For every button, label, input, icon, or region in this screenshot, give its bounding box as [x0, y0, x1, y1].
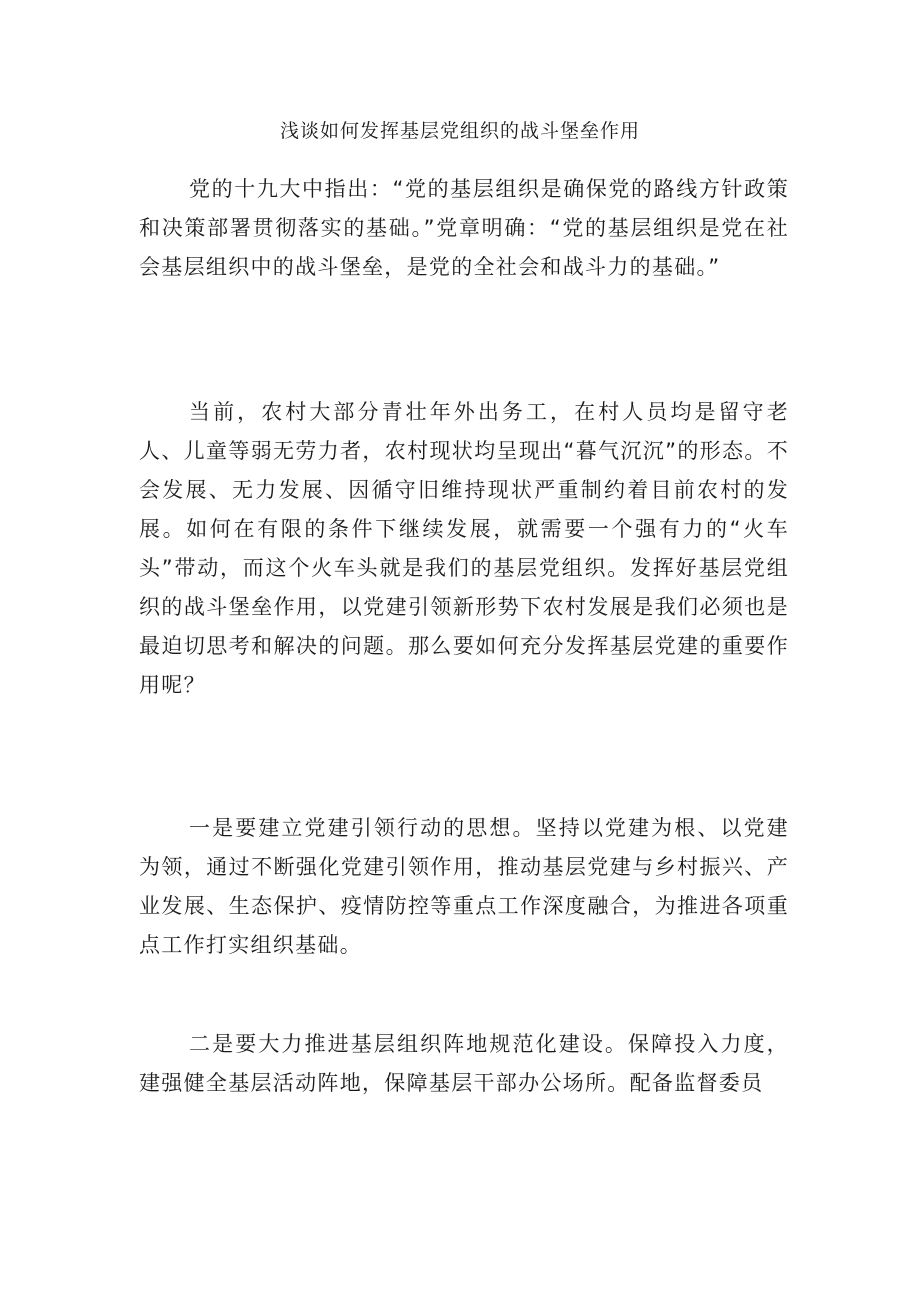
paragraph-current-situation: 当前，农村大部分青壮年外出务工，在村人员均是留守老人、儿童等弱无劳力者，农村现状均呈现出“暮气沉沉”的形态。不会发展、无力发展、因循守旧维持现状严重制约着目前农村的发展。如何在有限的条件下继续发展，就需要一个强有力的“火车头”带动，而这个火车头就是我们的基层党组织。发挥好基层党组织的战斗堡垒作用，以党建引领新形势下农村发展是我们必须也是最迫切思考和解决的问题。那么要如何充分发挥基层党建的重要作用呢？: [139, 400, 789, 697]
paragraph-intro: 党的十九大中指出：“党的基层组织是确保党的路线方针政策和决策部署贯彻落实的基础。”党章明确：“党的基层组织是党在社会基层组织中的战斗堡垒，是党的全社会和战斗力的基础。”: [139, 177, 789, 279]
paragraph-point-one: 一是要建立党建引领行动的思想。坚持以党建为根、以党建为领，通过不断强化党建引领作用，推动基层党建与乡村振兴、产业发展、生态保护、疫情防控等重点工作深度融合，为推进各项重点工作打实组织基础。: [139, 816, 789, 957]
document-title: 浅谈如何发挥基层党组织的战斗堡垒作用: [279, 120, 640, 142]
paragraph-point-two: 二是要大力推进基层组织阵地规范化建设。保障投入力度，建强健全基层活动阵地，保障基层干部办公场所。配备监督委员: [139, 1032, 789, 1095]
